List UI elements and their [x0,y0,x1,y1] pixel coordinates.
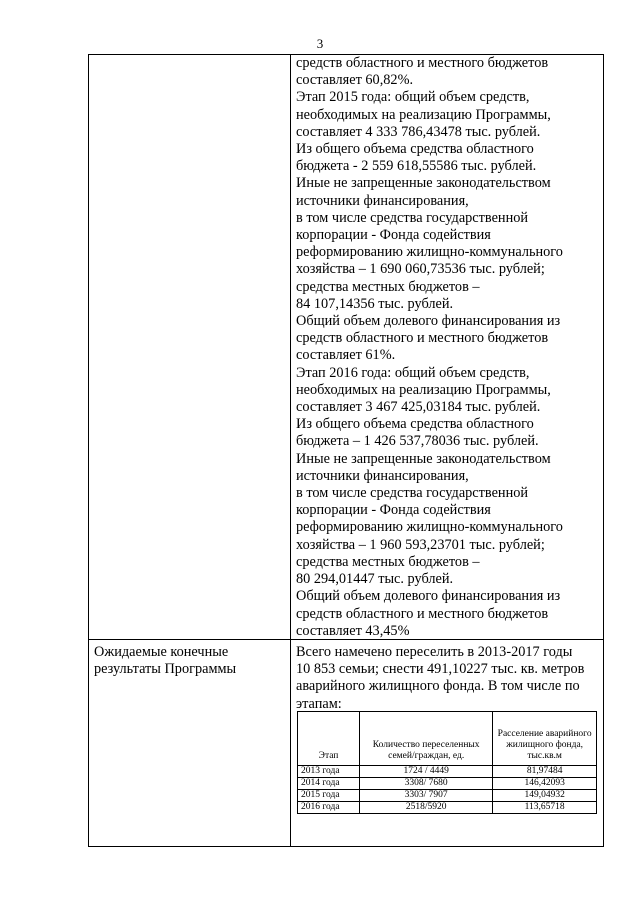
results-line: Всего намечено переселить в 2013-2017 годы [296,644,573,660]
funding-line: реформированию жилищно-коммунального [296,244,563,261]
funding-line: реформированию жилищно-коммунального [296,519,563,536]
funding-line: средства местных бюджетов – [296,553,480,570]
families-cell: 3308/ 7680 [360,778,493,790]
funding-line: составляет 4 333 786,43478 тыс. рублей. [296,123,541,140]
funding-line: 84 107,14356 тыс. рублей. [296,295,454,312]
funding-line: Общий объем долевого финансирования из [296,588,561,605]
header-housing-area: Расселение аварийного жилищного фонда, тыс.кв.м [493,712,597,766]
results-line: 10 853 семьи; снести 491,10227 тыс. кв. метров [296,661,585,678]
stage-cell: 2013 года [298,766,360,778]
results-line: этапам: [296,695,342,712]
area-cell: 81,97484 [493,766,597,778]
funding-line: Этап 2015 года: общий объем средств, [296,89,530,106]
funding-line: составляет 43,45% [296,622,410,639]
funding-line: в том числе средства государственной [296,485,529,502]
funding-line: корпорации - Фонда содействия [296,502,491,519]
table-row [298,766,597,778]
families-cell: 1724 / 4449 [360,766,493,778]
table-row [298,790,597,802]
funding-line: Этап 2016 года: общий объем средств, [296,364,530,381]
funding-line: составляет 3 467 425,03184 тыс. рублей. [296,399,541,416]
families-cell: 2518/5920 [360,802,493,814]
funding-line: средств областного и местного бюджетов [296,605,549,622]
funding-line: составляет 60,82%. [296,72,414,89]
table-row [298,802,597,814]
funding-line: Из общего объема средства областного [296,141,534,158]
results-label [94,644,286,678]
families-cell: 3303/ 7907 [360,790,493,802]
funding-line: средств областного и местного бюджетов [296,330,549,347]
results-line: аварийного жилищного фонда. В том числе по [296,678,580,695]
column-divider [290,54,291,847]
header-stage: Этап [298,712,360,766]
area-cell: 113,65718 [493,802,597,814]
funding-line: средства местных бюджетов – [296,278,480,295]
funding-line: Общий объем долевого финансирования из [296,313,561,330]
stage-cell: 2014 года [298,778,360,790]
header-families: Количество переселенных семей/граждан, ед. [360,712,493,766]
funding-line: Иные не запрещенные законодательством [296,450,551,467]
area-cell: 149,04932 [493,790,597,802]
funding-line: средств областного и местного бюджетов [296,55,549,71]
results-description [296,644,600,713]
funding-line: необходимых на реализацию Программы, [296,381,551,398]
funding-line: источники финансирования, [296,192,469,209]
funding-line: бюджета – 1 426 537,78036 тыс. рублей. [296,433,539,450]
funding-line: хозяйства – 1 960 593,23701 тыс. рублей; [296,536,545,553]
funding-line: в том числе средства государственной [296,209,529,226]
results-label-line: Ожидаемые конечные [94,644,229,660]
table-row [298,778,597,790]
stage-cell: 2015 года [298,790,360,802]
funding-line: 80 294,01447 тыс. рублей. [296,571,454,588]
stage-cell: 2016 года [298,802,360,814]
funding-line: бюджета - 2 559 618,55586 тыс. рублей. [296,158,537,175]
stages-table [297,711,597,814]
funding-line: составляет 61%. [296,347,396,364]
funding-line: Иные не запрещенные законодательством [296,175,551,192]
results-label-line: результаты Программы [94,661,237,678]
funding-line: хозяйства – 1 690 060,73536 тыс. рублей; [296,261,545,278]
funding-line: корпорации - Фонда содействия [296,227,491,244]
funding-line: Из общего объема средства областного [296,416,534,433]
page-number: 3 [316,36,324,51]
funding-description [296,55,600,640]
area-cell: 146,42093 [493,778,597,790]
funding-line: источники финансирования, [296,467,469,484]
funding-line: необходимых на реализацию Программы, [296,106,551,123]
